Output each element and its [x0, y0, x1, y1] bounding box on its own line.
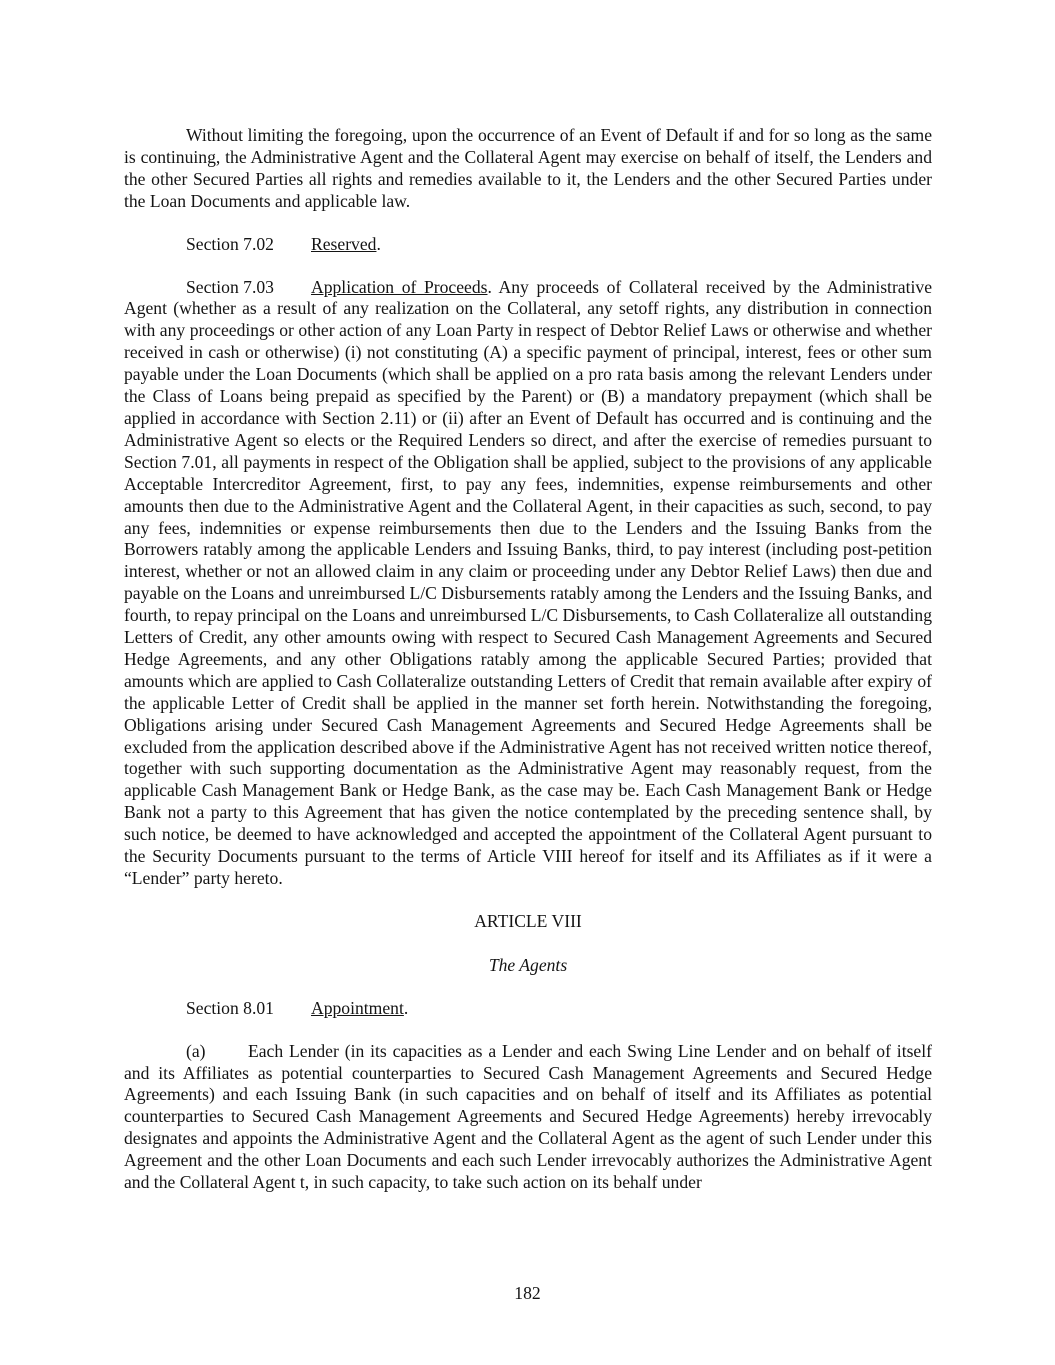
intro-paragraph: Without limiting the foregoing, upon the occurrence of an Event of Default if and for so long as the same is continuing, the Administrative Agent and the Collateral Agent may exercise on behalf of itself, the Lenders and the other Secured Parties all rights and remedies available to it, the Lenders and the other Secured Parties under the Loan Documents and applicable law. [124, 125, 932, 211]
section-title-suffix: . [403, 997, 409, 1018]
article-heading: ARTICLE VIII [474, 910, 582, 931]
section-title: Application of Proceeds [311, 276, 488, 297]
section-title: Reserved [311, 233, 377, 254]
section-number: Section 7.03 [186, 276, 274, 297]
section-number: Section 7.02 [186, 233, 274, 254]
section-7-02-heading [124, 234, 932, 256]
section-title-suffix: . [376, 233, 381, 254]
subsection-label: (a) [186, 1040, 206, 1061]
article-subtitle: The Agents [488, 954, 568, 975]
section-title: Appointment [311, 997, 404, 1018]
document-page [124, 125, 932, 1194]
section-8-01-heading [124, 998, 932, 1020]
section-7-03-paragraph [124, 277, 932, 890]
page-number: 182 [514, 1283, 541, 1303]
section-body: . Any proceeds of Collateral received by the Administrative Agent (whether as a result of any realization on the Collateral, any setoff rights, any distribution in connection with any proceedings or other action of any Loan Party in respect of Debtor Relief Laws or otherwise and whether received in cash or otherwise) (i) not constituting (A) a specific payment of principal, interest, fees or other sum payable under the Loan Documents (which shall be applied on a pro rata basis among the relevant Lenders under the Class of Loans being prepaid as specified by the Parent) or (B) a mandatory prepayment (which shall be applied in accordance with Section 2.11) or (ii) after an Event of Default has occurred and is continuing and the Administrative Agent so elects or the Required Lenders so direct, and after the exercise of remedies pursuant to Section 7.01, all payments in respect of the Obligation shall be applied, subject to the provisions of any applicable Acceptable Intercreditor Agreement, first, to pay any fees, indemnities, expense reimbursements and other amounts then due to the Administrative Agent and the Collateral Agent, in their capacities as such, second, to pay any fees, indemnities or expense reimbursements then due to the Lenders and the Issuing Banks from the Borrowers ratably among the applicable Lenders and Issuing Banks, third, to pay interest (including post-petition interest, whether or not an allowed claim in any claim or proceeding under any Debtor Relief Laws) then due and payable on the Loans and unreimbursed L/C Disbursements ratably among the Lenders and the Issuing Banks, and fourth, to repay principal on the Loans and unreimbursed L/C Disbursements, to Cash Collateralize all outstanding Letters of Credit, any other amounts owing with respect to Secured Cash Management Agreements and Secured Hedge Agreements, and any other Obligations ratably among the applicable Secured Parties; provided that amounts which are applied to Cash Collateralize outstanding Letters of Credit that remain available after expiry of the applicable Letter of Credit shall be applied in the manner set forth herein. Notwithstanding the foregoing, Obligations arising under Secured Cash Management Agreements and Secured Hedge Agreements shall be excluded from the application described above if the Administrative Agent has not received written notice thereof, together with such supporting documentation as the Administrative Agent may reasonably request, from the applicable Cash Management Bank or Hedge Bank, as the case may be. Each Cash Management Bank or Hedge Bank not a party to this Agreement that has given the notice contemplated by the preceding sentence shall, by such notice, be deemed to have acknowledged and accepted the appointment of the Collateral Agent pursuant to the Security Documents pursuant to the terms of Article VIII hereof for itself and its Affiliates as if it were a “Lender” party hereto. [124, 276, 932, 888]
subsection-a-paragraph [124, 1041, 932, 1194]
section-number: Section 8.01 [186, 997, 274, 1018]
subsection-text: Each Lender (in its capacities as a Lender and each Swing Line Lender and on behalf of itself and its Affiliates as potential counterparties to Secured Cash Management Agreements and Secured Hedge Agreements) and each Issuing Bank (in such capacities and on behalf of itself and its Affiliates as potential counterparties to Secured Cash Management Agreements and Secured Hedge Agreements) hereby irrevocably designates and appoints the Administrative Agent and the Collateral Agent as the agent of such Lender under this Agreement and the other Loan Documents and each such Lender irrevocably authorizes the Administrative Agent and the Collateral Agent t, in such capacity, to take such action on its behalf under [124, 1040, 932, 1193]
